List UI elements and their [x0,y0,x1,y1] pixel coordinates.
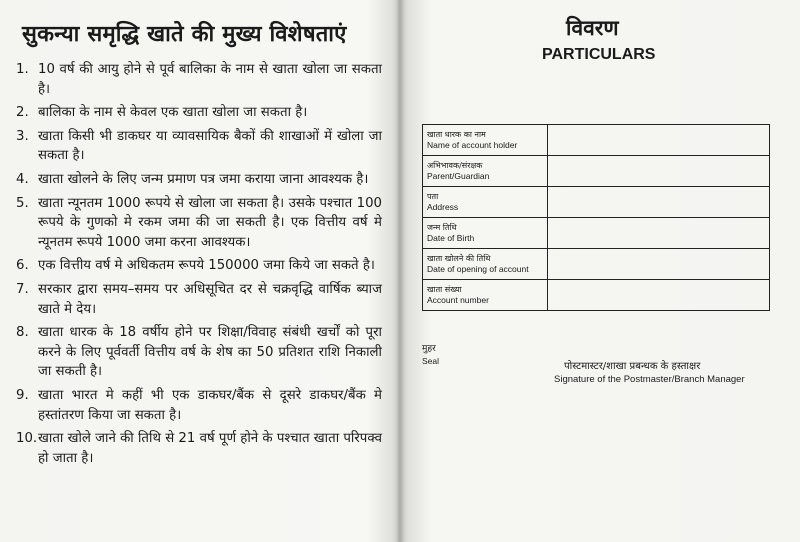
seal-label-english: Seal [422,356,440,366]
date-of-opening-field[interactable] [547,249,769,280]
field-label-english: Parent/Guardian [427,171,490,181]
field-label [423,280,548,311]
field-label-hindi: खाता धारक का नाम [427,130,486,139]
item-text: एक वित्तीय वर्ष मे अधिकतम रूपये 150000 जमा किये जा सकते है। [38,258,375,274]
item-text: सरकार द्वारा समय–समय पर अधिसूचित दर से चक्रवृद्धि वार्षिक ब्याज खाते मे देय। [38,281,382,317]
item-number: 2. [16,105,29,121]
seal-label-hindi: मुहर [422,344,436,354]
item-number: 1. [16,62,29,77]
item-number: 3. [16,128,29,144]
particulars-title-hindi: विवरण [566,16,619,40]
account-holder-name-field[interactable] [547,125,769,156]
field-label [423,187,548,218]
item-number: 4. [16,171,29,187]
signature-label-english: Signature of the Postmaster/Branch Manager [554,374,745,385]
item-number: 6. [16,258,29,274]
list-item [16,323,382,382]
table-row [423,125,770,156]
list-item [16,194,382,253]
item-text: खाता न्यूनतम 1000 रूपये से खोला जा सकता है। उसके पश्चात 100 रूपये के गुणको मे रकम जमा की जा सकती है। एक वित्तीय वर्ष मे न्यूनतम रूपये 1000 जमा करना आवश्यक। [38,195,382,250]
field-label-hindi: पता [427,192,439,201]
item-text: 10 वर्ष की आयु होने से पूर्व बालिका के नाम से खाता खोला जा सकता है। [38,62,382,97]
field-label-english: Date of Birth [427,233,475,243]
parent-guardian-field[interactable] [547,156,769,187]
field-label-english: Name of account holder [427,140,518,150]
field-label [423,249,548,280]
field-label-english: Address [427,202,459,212]
item-text: खाता किसी भी डाकघर या व्यावसायिक बैकों की शाखाओं में खोला जा सकता है। [38,128,382,164]
list-item [16,103,382,123]
particulars-title-english: PARTICULARS [542,46,656,63]
table-row [423,249,770,280]
table-row [423,187,770,218]
field-label-hindi: खाता खोलने की तिथि [427,254,491,263]
item-number: 10. [16,431,38,447]
table-row [423,218,770,249]
item-number: 9. [16,387,29,403]
field-label-english: Date of opening of account [427,264,529,274]
item-text: खाता खोलने के लिए जन्म प्रमाण पत्र जमा कराया जाना आवश्यक है। [38,171,369,187]
item-text: खाता धारक के 18 वर्षीय होने पर शिक्षा/विवाह संबंधी खर्चों को पूरा करने के लिए पूर्ववर्ती वित्तीय वर्ष के शेष का 50 प्रतिशत राशि निकाली जा सकती है। [38,325,382,380]
item-text: खाता भारत मे कहीं भी एक डाकघर/बैंक से दूसरे डाकघर/बैंक मे हस्तांतरण किया जा सकता है। [38,387,382,423]
list-item [16,280,382,319]
item-number: 7. [16,281,29,297]
field-label-hindi: खाता संख्या [427,285,462,294]
list-item [16,170,382,190]
account-number-field[interactable] [547,280,769,311]
item-number: 5. [16,195,29,211]
list-item [16,429,382,468]
left-page [0,0,398,542]
signature-label-hindi: पोस्टमास्टर/शाखा प्रबन्धक के हस्ताक्षर [564,361,701,372]
right-page [402,0,800,542]
list-item [16,386,382,425]
item-number: 8. [16,325,29,341]
address-field[interactable] [547,187,769,218]
field-label [423,218,548,249]
field-label-hindi: जन्म तिथि [427,223,457,232]
field-label-english: Account number [427,295,489,305]
list-item [16,127,382,166]
table-row [423,280,770,311]
particulars-table [422,124,770,311]
list-item [16,60,382,99]
item-text: बालिका के नाम से केवल एक खाता खोला जा सकता है। [38,105,308,121]
field-label-hindi: अभिभावक/संरक्षक [427,161,483,170]
date-of-birth-field[interactable] [547,218,769,249]
item-text: खाता खोले जाने की तिथि से 21 वर्ष पूर्ण होने के पश्चात खाता परिपक्व हो जाता है। [38,431,382,466]
page-title: सुकन्या समृद्धि खाते की मुख्य विशेषताएं [22,22,347,47]
feature-list [16,60,382,472]
field-label [423,125,548,156]
field-label [423,156,548,187]
table-row [423,156,770,187]
list-item [16,256,382,276]
